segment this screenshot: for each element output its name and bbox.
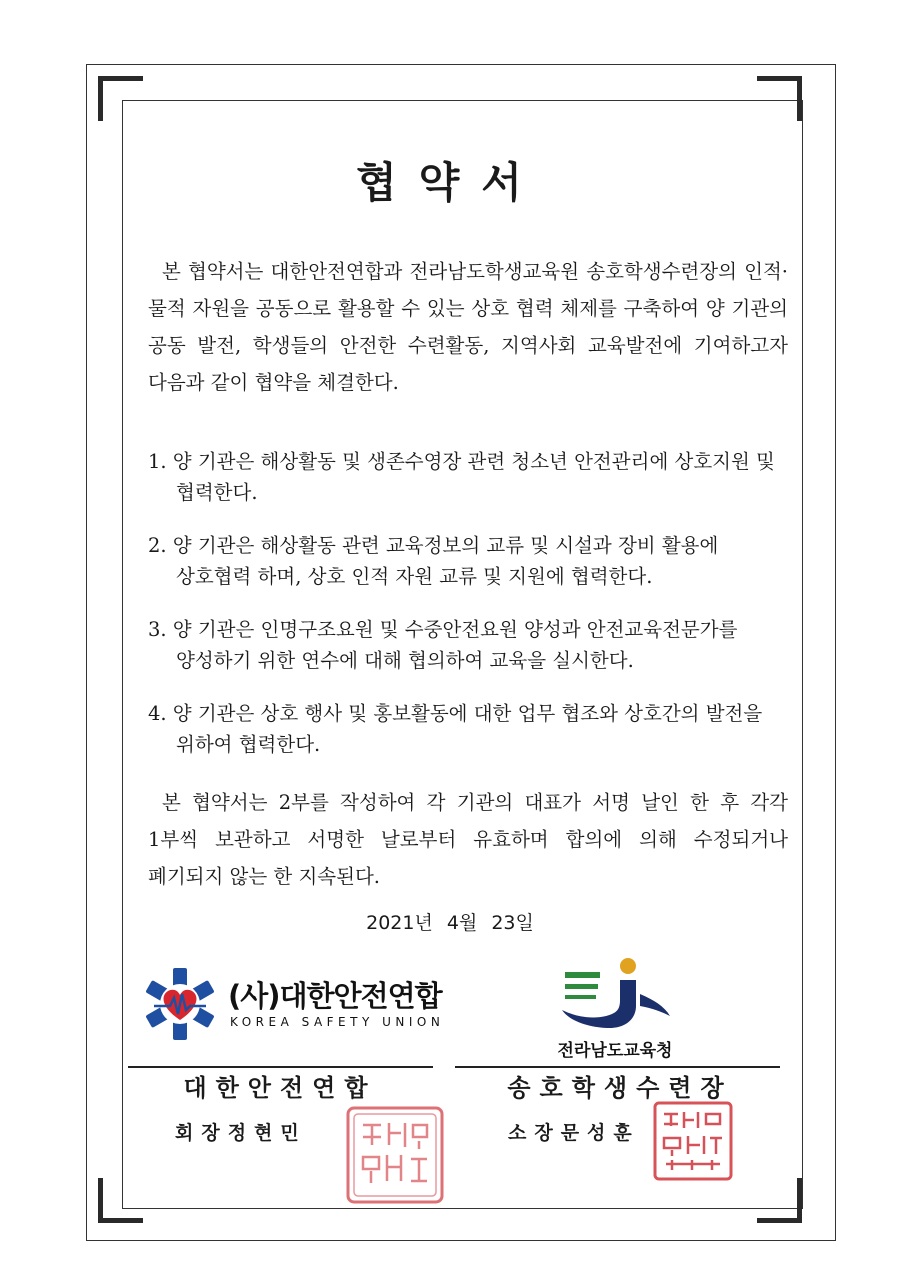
korea-safety-union-logo <box>140 964 450 1044</box>
frame-corner <box>757 1178 802 1223</box>
frame-corner <box>98 76 143 121</box>
jeonnam-education-logo <box>520 954 710 1064</box>
logo-subtext: KOREA SAFETY UNION <box>230 1015 445 1029</box>
intro-paragraph: 본 협약서는 대한안전연합과 전라남도학생교육원 송호학생수련장의 인적·물적 자원을 공동으로 활용할 수 있는 상호 협력 체제를 구축하여 양 기관의 공동 발전, 학생들의 안전한 수련활동, 지역사회 교육발전에 기여하고자 다음과 같이 협약을 체결한다. <box>148 260 788 394</box>
left-signer: 회장정현민 <box>175 1122 307 1144</box>
list-item: 1. 양 기관은 해상활동 및 생존수영장 관련 청소년 안전관리에 상호지원 및 협력한다. <box>148 450 775 504</box>
education-office-emblem-icon <box>520 954 710 1034</box>
frame-corner <box>98 1178 143 1223</box>
agreement-items <box>148 446 788 782</box>
right-org-name: 송호학생수련장 <box>507 1073 733 1102</box>
logo-caption: 전라남도교육청 <box>557 1041 673 1061</box>
agreement-date: 2021년 4월 23일 <box>366 912 534 934</box>
right-signer: 소장문성훈 <box>508 1122 640 1144</box>
left-org-name: 대한안전연합 <box>183 1073 377 1102</box>
left-seal-stamp <box>345 1105 445 1205</box>
list-item: 3. 양 기관은 인명구조요원 및 수중안전요원 양성과 안전교육전문가를 양성하기 위한 연수에 대해 협의하여 교육을 실시한다. <box>148 618 738 672</box>
list-item: 2. 양 기관은 해상활동 관련 교육정보의 교류 및 시설과 장비 활용에 상호협력 하며, 상호 인적 자원 교류 및 지원에 협력한다. <box>148 534 719 588</box>
document-title: 협약서 <box>356 158 544 207</box>
star-of-life-heart-icon <box>140 964 220 1044</box>
frame-corner <box>757 76 802 121</box>
right-seal-stamp <box>652 1100 734 1182</box>
list-item: 4. 양 기관은 상호 행사 및 홍보활동에 대한 업무 협조와 상호간의 발전을 위하여 협력한다. <box>148 702 763 756</box>
closing-paragraph: 본 협약서는 2부를 작성하여 각 기관의 대표가 서명 날인 한 후 각각 1부씩 보관하고 서명한 날로부터 유효하며 합의에 의해 수정되거나 폐기되지 않는 한 지속된다. <box>148 791 788 888</box>
logo-org-name: (사)대한안전연합 <box>228 979 442 1013</box>
